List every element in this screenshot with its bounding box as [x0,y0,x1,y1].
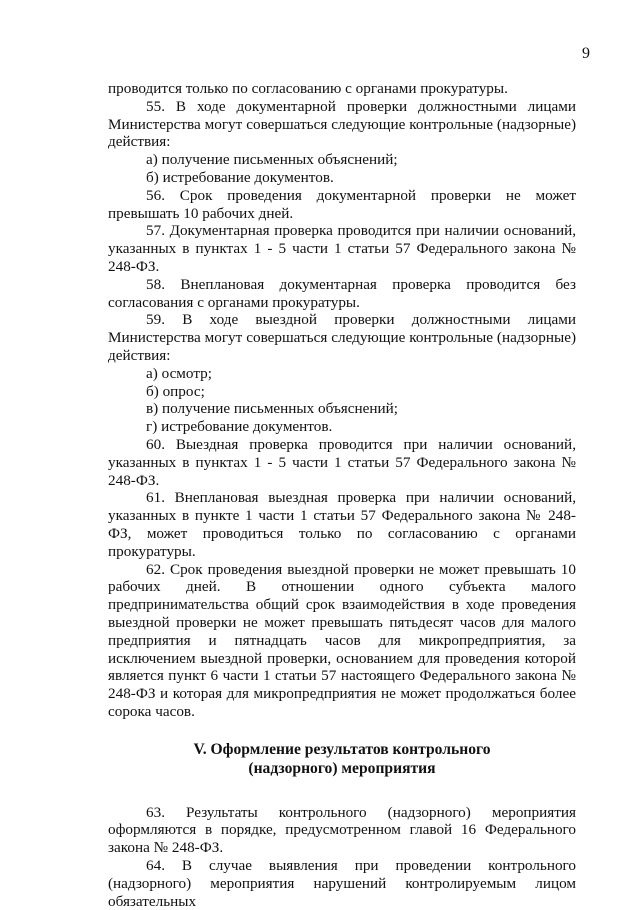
list-item: а) получение письменных объяснений; [146,151,398,169]
paragraph: проводится только по согласованию с органами прокуратуры. [108,80,508,97]
paragraph-58: 58. Внеплановая документарная проверка проводится без согласования с органами прокуратуры. [108,275,576,311]
list-item: б) истребование документов. [146,168,334,186]
section-heading-line-2: (надзорного) мероприятия [248,759,436,777]
paragraphs-after-heading [108,804,576,910]
list-item: а) осмотр; [146,364,212,382]
paragraph-56: 56. Срок проведения документарной проверки не может превышать 10 рабочих дней. [108,186,576,222]
page-number: 9 [582,45,590,62]
paragraph-59: 59. В ходе выездной проверки должностными лицами Министерства могут совершаться следующие контрольные (надзорные) действия: [108,311,576,364]
paragraph-63: 63. Результаты контрольного (надзорного) мероприятия оформляются в порядке, предусмотренном главой 16 Федерального закона № 248-ФЗ. [108,803,576,857]
paragraph-64: 64. В случае выявления при проведении контрольного (надзорного) мероприятия нарушений контролируемым лицом обязательных [108,857,576,910]
paragraph-60: 60. Выездная проверка проводится при наличии оснований, указанных в пунктах 1 - 5 части 1 статьи 57 Федерального закона № 248-ФЗ. [108,435,576,489]
list-item: г) истребование документов. [146,418,333,436]
paragraph-61: 61. Внеплановая выездная проверка при наличии оснований, указанных в пункте 1 части 1 статьи 57 Федерального закона № 248-ФЗ, может проводиться только по согласованию с органами прокуратуры. [108,489,576,560]
paragraphs-before-heading [108,80,576,721]
list-item: в) получение письменных объяснений; [146,400,399,418]
section-heading [108,740,576,778]
paragraph-57: 57. Документарная проверка проводится при наличии оснований, указанных в пунктах 1 - 5 части 1 статьи 57 Федерального закона № 248-ФЗ. [108,222,576,275]
section-heading-line-1: V. Оформление результатов контрольного [193,740,491,758]
document-body [108,80,576,910]
list-item: б) опрос; [146,382,205,400]
paragraph-55: 55. В ходе документарной проверки должностными лицами Министерства могут совершаться следующие контрольные (надзорные) действия: [108,97,576,151]
paragraph-62: 62. Срок проведения выездной проверки не может превышать 10 рабочих дней. В отношении одного субъекта малого предпринимательства общий срок взаимодействия в ходе проведения выездной проверки не может превышать пятьдесят часов для малого предприятия и пятнадцать часов для микропредприятия, за исключением выездной проверки, основанием для проведения которой является пункт 6 части 1 статьи 57 настоящего Федерального закона № 248-ФЗ и которая для микропредприятия не может продолжаться более сорока часов. [108,560,576,720]
